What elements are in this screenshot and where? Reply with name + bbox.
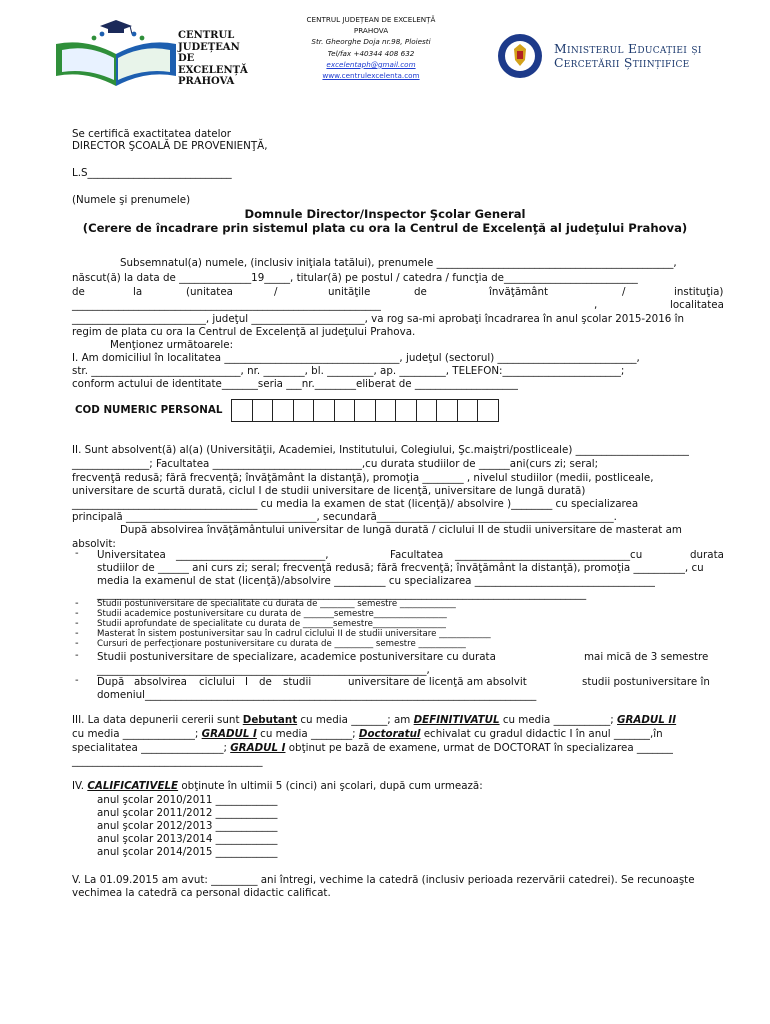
body-word: de <box>414 286 427 298</box>
cnp-label: COD NUMERIC PERSONAL <box>75 404 223 416</box>
body-word: localitatea <box>670 299 724 311</box>
text: cu media ________; <box>256 728 359 740</box>
studies-blank: domeniul____________________________________________________________________________ <box>97 689 537 701</box>
section2-line: _______________________________________________________________________________________________ <box>97 588 587 600</box>
grade-i: GRADUL I <box>201 728 257 740</box>
cnp-digit-box[interactable] <box>375 399 397 422</box>
section3-blank: _____________________________________ <box>72 755 263 767</box>
text: cu media ______________; <box>72 728 202 740</box>
text: obţinut pe bază de examene, urmat de DOCTORAT în specializarea _______ <box>285 742 673 754</box>
text: IV. <box>72 780 88 792</box>
school-year-row: anul şcolar 2012/2013 ____________ <box>97 820 278 832</box>
list-dash: - <box>75 650 79 661</box>
grade-definitivat: DEFINITIVATUL <box>413 714 500 726</box>
cnp-digit-box[interactable] <box>293 399 315 422</box>
body-word: instituţia) <box>674 286 724 298</box>
contact-address: Str. Gheorghe Doja nr.98, Ploiesti <box>311 37 431 47</box>
cnp-digit-box[interactable] <box>334 399 356 422</box>
studies-item: mai mică de 3 semestre <box>584 651 709 663</box>
section5-line: V. La 01.09.2015 am avut: _________ ani întregi, vechime la catedră (inclusiv perioada rezervării catedrei). Se recunoaşte <box>72 874 695 886</box>
studies-item: Studii academice postuniversitare cu durata de _______semestre_________________ <box>97 609 447 619</box>
ministry-name: Ministerul Educației și Cercetării Științifice <box>554 41 702 70</box>
cjex-logo <box>46 14 196 90</box>
studies-word: de <box>259 676 272 688</box>
section3-line <box>72 714 676 726</box>
list-dash: - <box>75 608 79 619</box>
section2-line: universitare de scurtă durată, ciclul I de studii universitare de licenţă, universitare de lungă durată) <box>72 485 586 497</box>
body-line: __________________________, judeţul ______________________, va rog sa-mi aprobaţi încadrarea în anul şcolar 2015-2016 în <box>72 313 684 325</box>
studies-word: După <box>97 676 125 688</box>
text: echivalat cu gradul didactic I în anul _______,în <box>420 728 663 740</box>
document-title: Domnule Director/Inspector Şcolar General <box>244 207 526 221</box>
contact-phone: Tel/fax +40344 408 632 <box>327 48 415 58</box>
studies-item: Studii postuniversitare de specialitate cu durata de ________ semestre _____________ <box>97 599 456 609</box>
section3-line <box>72 728 663 740</box>
body-word: / <box>274 286 278 298</box>
section2-line: absolvit: <box>72 538 116 550</box>
calificative: CALIFICATIVELE <box>87 780 179 792</box>
cnp-digit-box[interactable] <box>416 399 438 422</box>
section2-line: ____________________________________ cu media la examen de stat (licenţă)/ absolvire )________ cu specializarea <box>72 498 639 510</box>
body-word: învăţământ <box>489 286 549 298</box>
cnp-digit-box[interactable] <box>313 399 335 422</box>
body-word: (unitatea <box>186 286 233 298</box>
studies-word: studii <box>283 676 312 688</box>
section2-line: După absolvirea învăţământului universitar de lungă durată / ciclului II de studii universitare de masterat am <box>120 524 682 536</box>
text: cu media _______; am <box>297 714 414 726</box>
cnp-digit-box[interactable] <box>231 399 253 422</box>
cnp-boxes[interactable] <box>232 399 499 422</box>
cnp-digit-box[interactable] <box>477 399 499 422</box>
contact-website-link[interactable]: www.centrulexcelenta.com <box>322 71 420 81</box>
cnp-digit-box[interactable] <box>272 399 294 422</box>
section2-line: II. Sunt absolvent(ă) al(a) (Universităţii, Academiei, Institutului, Colegiului, Şc.maiştri/postliceale) ______________________ <box>72 444 689 456</box>
section3-line <box>72 742 673 754</box>
list-dash: - <box>75 638 79 649</box>
body-word: de <box>72 286 85 298</box>
list-dash: - <box>75 618 79 629</box>
certify-ls: L.S____________________________ <box>72 167 232 179</box>
cnp-digit-box[interactable] <box>252 399 274 422</box>
body-word: unităţile <box>328 286 371 298</box>
section2-line: studiilor de ______ ani curs zi; seral; frecvenţă redusă; fără frecvenţă; învăţământ la distanţă), promoţia __________, cu <box>97 562 704 574</box>
grade-ii: GRADUL II <box>617 714 677 726</box>
school-year-row: anul şcolar 2010/2011 ____________ <box>97 794 278 806</box>
list-dash: - <box>75 548 79 559</box>
school-year-row: anul şcolar 2014/2015 ____________ <box>97 846 278 858</box>
section2-line: media la examenul de stat (licenţă)/absolvire __________ cu specializarea ___________________________________ <box>97 575 655 587</box>
section5-line: vechimea la catedră ca personal didactic calificat. <box>72 887 331 899</box>
text: III. La data depunerii cererii sunt <box>72 714 243 726</box>
body-word: la <box>133 286 143 298</box>
section2-word: durata <box>690 549 724 561</box>
studies-item: Masterat în sistem postuniversitar sau în cadrul ciclului II de studii universitare ____________ <box>97 629 491 639</box>
studies-word: absolvirea <box>134 676 187 688</box>
section2-word: Facultatea <box>390 549 444 561</box>
certify-director: DIRECTOR ŞCOALĂ DE PROVENIENŢĂ, <box>72 140 268 152</box>
text: cu media ___________; <box>499 714 618 726</box>
document-subtitle: (Cerere de încadrare prin sistemul plata cu ora la Centrul de Excelenţă al judeţului Prahova) <box>82 221 688 235</box>
section4-heading <box>72 780 483 792</box>
list-dash: - <box>75 628 79 639</box>
section2-line: _______________; Facultatea _____________________________,cu durata studiilor de ______ani(curs zi; seral; <box>72 458 599 470</box>
body-blank: ____________________________________________________________ <box>72 299 381 311</box>
cnp-digit-box[interactable] <box>395 399 417 422</box>
contact-block <box>276 14 466 81</box>
studies-blank: ________________________________________________________________, <box>97 664 430 676</box>
studies-item: Cursuri de perfecţionare postuniversitare cu durata de _________ semestre ___________ <box>97 639 466 649</box>
cnp-digit-box[interactable] <box>436 399 458 422</box>
body-line: Menţionez următoarele: <box>110 339 234 351</box>
body-line: conform actului de identitate_______seria ___nr.________eliberat de ____________________ <box>72 378 518 390</box>
grade-i-exam: GRADUL I <box>230 742 286 754</box>
studies-item: Studii aprofundate de specialitate cu durata de _______semestre_________________ <box>97 619 446 629</box>
center-name: CENTRUL JUDEȚEAN DE EXCELENȚĂ PRAHOVA <box>178 30 248 87</box>
text: specialitatea ________________; <box>72 742 231 754</box>
section2-line: frecvenţă redusă; fără frecvenţă; învăţământ la distanţă), promoţia ________ , nivelul studiilor (medii, postliceale, <box>72 472 654 484</box>
grade-debutant: Debutant <box>242 714 298 726</box>
body-line: Subsemnatul(a) numele, (inclusiv iniţiala tatălui), prenumele ______________________________________________, <box>120 257 677 269</box>
cnp-digit-box[interactable] <box>354 399 376 422</box>
section2-blank: __________________________________cu <box>455 549 643 561</box>
body-line: regim de plata cu ora la Centrul de Excelenţă al judeţului Prahova. <box>72 326 416 338</box>
contact-title: CENTRUL JUDEȚEAN DE EXCELENȚĂ <box>306 15 436 24</box>
grade-doctorat: Doctoratul <box>358 728 421 740</box>
section2-line: principală _____________________________________, secundară______________________________________________. <box>72 511 617 523</box>
contact-county: PRAHOVA <box>353 26 389 36</box>
body-line: str. _____________________________, nr. ________, bl. _________, ap. _________, TELEFON:_______________________; <box>72 365 625 377</box>
certify-line: Se certifică exactitatea datelor <box>72 128 232 140</box>
contact-email-link[interactable]: excelentaph@gmail.com <box>326 59 416 69</box>
studies-word: I <box>245 676 249 688</box>
certify-name: (Numele şi prenumele) <box>72 194 191 206</box>
romanian-government-seal <box>497 33 543 79</box>
text: obţinute în ultimii 5 (cinci) ani şcolari, după cum urmează: <box>178 780 483 792</box>
cnp-digit-box[interactable] <box>457 399 479 422</box>
section2-blank: _____________________________, <box>176 549 329 561</box>
list-dash: - <box>75 598 79 609</box>
studies-word: studii postuniversitare în <box>582 676 710 688</box>
body-line: I. Am domiciliul în localitatea __________________________________, judeţul (sectorul) ___________________________, <box>72 352 640 364</box>
school-year-row: anul şcolar 2011/2012 ____________ <box>97 807 278 819</box>
body-word: / <box>622 286 626 298</box>
studies-word: ciclului <box>199 676 235 688</box>
school-year-row: anul şcolar 2013/2014 ____________ <box>97 833 278 845</box>
section2-word: Universitatea <box>97 549 166 561</box>
studies-word: universitare de licenţă am absolvit <box>348 676 527 688</box>
studies-item: Studii postuniversitare de specializare, academice postuniversitare cu durata <box>97 651 496 663</box>
list-dash: - <box>75 675 79 686</box>
body-line: născut(ă) la data de ______________19_____, titular(ă) pe postul / catedra / funcţia de__________________________ <box>72 272 638 284</box>
body-word: , <box>594 299 598 311</box>
